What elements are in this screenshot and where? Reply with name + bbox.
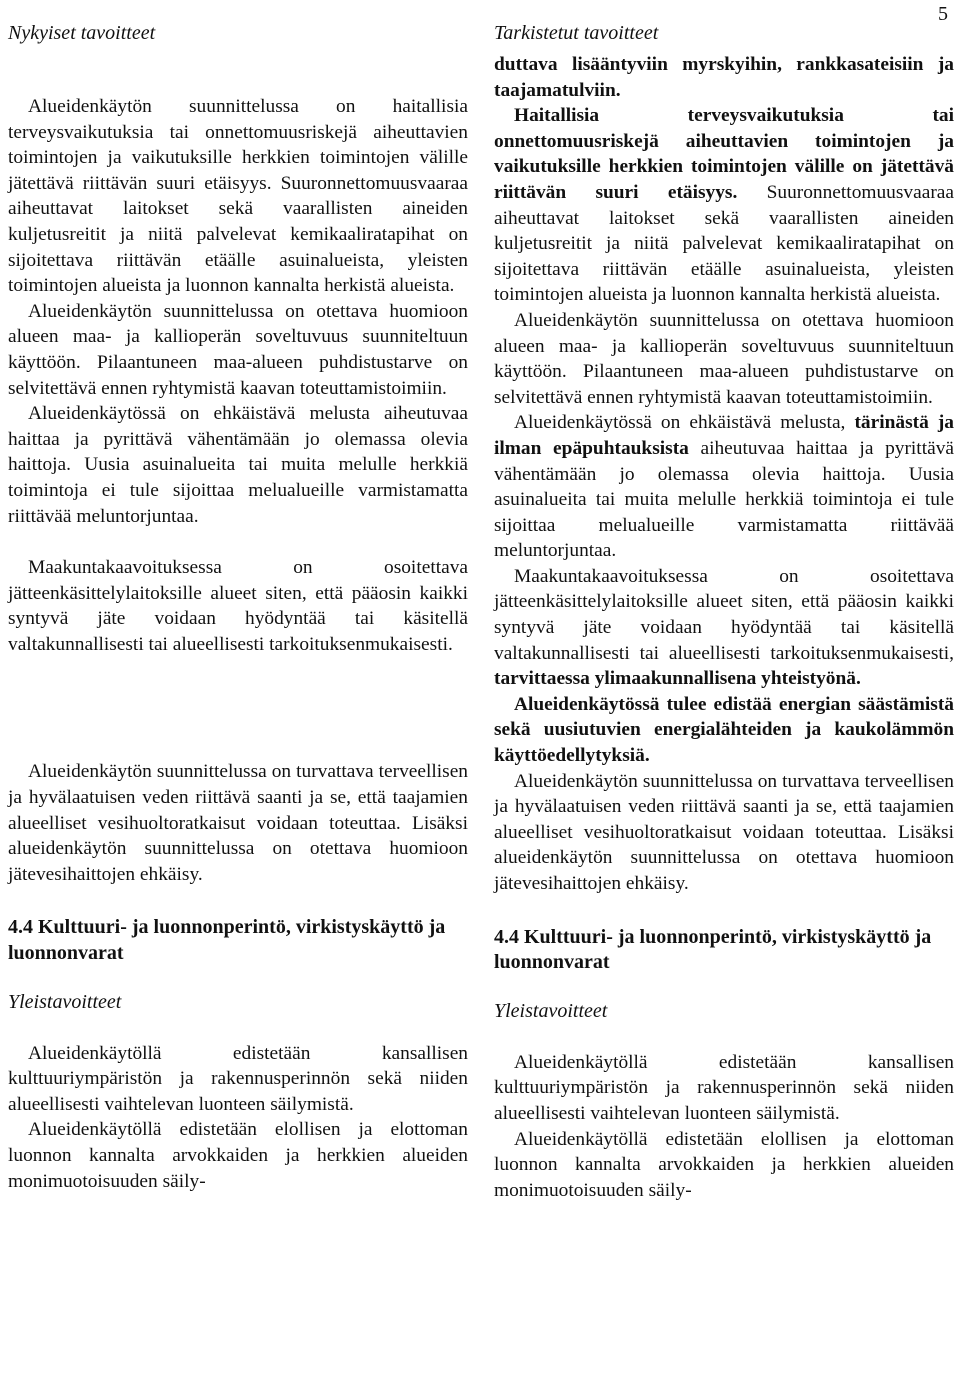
right-paragraph-storms	[494, 52, 954, 103]
right-waste-bold: tarvittaessa ylimaakunnallisena yhteistyönä.	[494, 668, 861, 690]
right-column-heading: Tarkistetut tavoitteet	[494, 22, 659, 44]
left-column-heading: Nykyiset tavoitteet	[8, 22, 156, 44]
right-paragraph-soil: Alueidenkäytön suunnittelussa on otettava huomioon alueen maa- ja kallioperän soveltuvuus suunniteltuun käyttöön. Pilaantuneen maa-alueen puhdistustarve on selvitettävä ennen ryhtymistä kaavan toteuttamistoimiin.	[494, 309, 954, 408]
left-paragraph-water: Alueidenkäytön suunnittelussa on turvattava terveellisen ja hyvälaatuisen veden riittävä saanti ja se, että taajamien alueelliset vesihuoltoratkaisut voidaan toteuttaa. Lisäksi alueidenkäytön suunnittelussa on otettava huomioon jätevesihaittojen ehkäisy.	[8, 761, 468, 885]
right-section-title: 4.4 Kulttuuri- ja luonnonperintö, virkistyskäyttö ja luonnonvarat	[494, 925, 932, 974]
left-paragraph-risk-distance: Alueidenkäytön suunnittelussa on haitallisia terveysvaikutuksia tai onnettomuusriskejä aiheuttavien toimintojen ja vaikutuksille herkkien toimintojen välille jätettävä riittävän suuri etäisyys. Suuronnettomuusvaaraa aiheuttavat laitokset sekä vaarallisten aineiden kuljetusreitit ja niitä palvelevat kemikaaliratapihat on sijoitettava riittävän etäälle asuinalueista, yleisten toimintojen alueista ja luonnon kannalta herkistä alueista.	[8, 96, 468, 297]
left-section-title: 4.4 Kulttuuri- ja luonnonperintö, virkistyskäyttö ja luonnonvarat	[8, 916, 446, 965]
page-number: 5	[938, 3, 948, 25]
left-subheading: Yleistavoitteet	[8, 990, 122, 1013]
right-noise-bold: tärinästä ja ilman epäpuhtauksista	[494, 412, 954, 459]
right-paragraph-risk-distance	[494, 103, 954, 308]
left-paragraph-noise: Alueidenkäytössä on ehkäistävä melusta aiheutuvaa haittaa ja pyrittävä vähentämään jo olemassa olevia haittoja. Uusia asuinalueita tai muita melulle herkkiä toimintoja ei tule sijoittaa melualueille varmistamatta riittävää meluntorjuntaa.	[8, 403, 468, 527]
right-waste-a: Maakuntakaavoituksessa on osoitettava jätteenkäsittelylaitoksille alueet siten, että pääosin kaikki syntyvä jäte voidaan hyödyntää tai käsitellä valtakunnallisesti tai alueellisesti tarkoituksenmukaisesti,	[494, 565, 954, 664]
right-noise-b: aiheutuvaa haittaa ja pyrittävä vähentämään jo olemassa olevia haittoja. Uusia asuinalueita tai muita melulle herkkiä toimintoja ei tule sijoittaa melualueille varmistamatta riittävää meluntorjuntaa.	[494, 437, 954, 562]
left-paragraph-waste: Maakuntakaavoituksessa on osoitettava jätteenkäsittelylaitoksille alueet siten, että pääosin kaikki syntyvä jäte voidaan hyödyntää tai käsitellä valtakunnallisesti tai alueellisesti tarkoituksenmukaisesti.	[8, 557, 468, 655]
left-paragraph-culture: Alueidenkäytöllä edistetään kansallisen kulttuuriympäristön ja rakennusperinnön sekä niiden alueellisesti vaihtelevan luonteen säilymistä.	[8, 1042, 468, 1115]
left-paragraph-soil: Alueidenkäytön suunnittelussa on otettava huomioon alueen maa- ja kallioperän soveltuvuus suunniteltuun käyttöön. Pilaantuneen maa-alueen puhdistustarve on selvitettävä ennen ryhtymistä kaavan toteuttamistoimiin.	[8, 300, 468, 399]
right-column	[494, 20, 954, 1203]
right-paragraph-water: Alueidenkäytön suunnittelussa on turvattava terveellisen ja hyvälaatuisen veden riittävä saanti ja se, että taajamien alueelliset vesihuoltoratkaisut voidaan toteuttaa. Lisäksi alueidenkäytön suunnittelussa on otettava huomioon jätevesihaittojen ehkäisy.	[494, 770, 954, 894]
right-paragraph-energy: Alueidenkäytössä tulee edistää energian säästämistä sekä uusiutuvien energialähteiden ja kaukolämmön käyttöedellytyksiä.	[494, 693, 954, 767]
right-paragraph-waste	[494, 564, 954, 692]
right-paragraph-culture: Alueidenkäytöllä edistetään kansallisen kulttuuriympäristön ja rakennusperinnön sekä niiden alueellisesti vaihtelevan luonteen säilymistä.	[494, 1051, 954, 1124]
right-risk-rest: Suuronnettomuusvaaraa aiheuttavat laitokset sekä vaarallisten aineiden kuljetusreitit ja niitä palvelevat kemikaaliratapihat on sijoitettava riittävän etäälle asuinalueista, yleisten toimintojen alueista ja luonnon kannalta herkistä alueista.	[494, 181, 954, 306]
right-risk-bold: Haitallisia terveysvaikutuksia tai onnettomuusriskejä aiheuttavien toimintojen ja vaikutuksille herkkien toimintojen välille on jätettävä riittävän suuri etäisyys.	[494, 105, 954, 203]
right-paragraph-noise	[494, 410, 954, 564]
right-paragraph-nature: Alueidenkäytöllä edistetään elollisen ja elottoman luonnon kannalta arvokkaiden ja herkkien alueiden monimuotoisuuden säily-	[494, 1128, 954, 1201]
right-noise-a: Alueidenkäytössä on ehkäistävä melusta,	[514, 412, 855, 434]
left-column	[8, 20, 468, 1194]
right-subheading: Yleistavoitteet	[494, 999, 608, 1022]
left-paragraph-nature: Alueidenkäytöllä edistetään elollisen ja elottoman luonnon kannalta arvokkaiden ja herkkien alueiden monimuotoisuuden säily-	[8, 1119, 468, 1192]
right-storms-bold: duttava lisääntyviin myrskyihin, rankkasateisiin ja taajamatulviin.	[494, 54, 954, 101]
